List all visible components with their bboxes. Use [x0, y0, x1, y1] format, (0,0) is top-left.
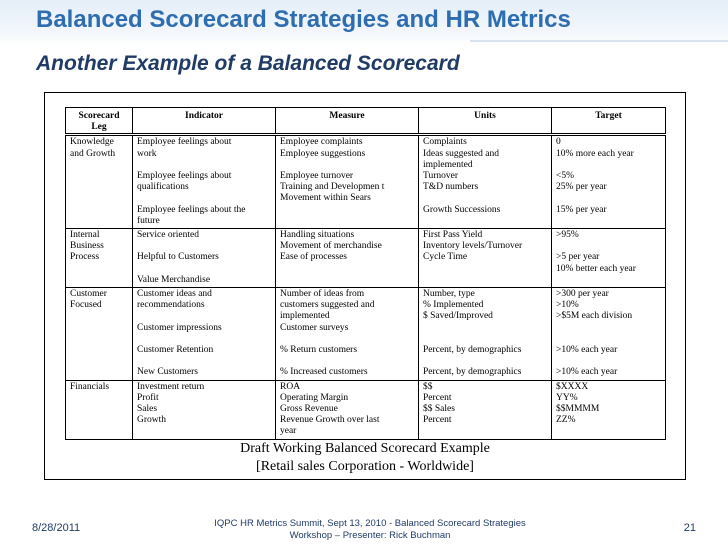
cell-text: Customer [70, 288, 107, 299]
cell-text: work [137, 148, 157, 159]
scorecard-table [65, 107, 666, 440]
footer-event [200, 518, 540, 542]
cell-text [137, 264, 271, 275]
cell-text: Cycle Time [423, 252, 468, 263]
cell-text: Business [70, 241, 104, 252]
cell-text: Ease of processes [280, 252, 348, 263]
cell-text: $$MMMM [556, 403, 600, 414]
decorative-line [470, 40, 728, 42]
table-cell-indicator [133, 287, 276, 380]
cell-text [280, 356, 414, 367]
cell-text [137, 334, 271, 345]
table-cell-target [552, 380, 666, 439]
table-caption-line1: Draft Working Balanced Scorecard Example [240, 441, 490, 456]
cell-text: and Growth [70, 148, 116, 159]
cell-text: >$5M each division [556, 311, 633, 322]
cell-text: 0 [556, 137, 561, 148]
cell-text: Growth [137, 415, 167, 426]
table-cell-measure [276, 229, 419, 288]
cell-text [280, 160, 414, 171]
cell-text: YY% [556, 392, 578, 403]
table-cell-indicator [133, 229, 276, 288]
cell-text [137, 193, 271, 204]
column-header: Units [419, 108, 552, 135]
cell-text: Inventory levels/Turnover [423, 241, 523, 252]
footer-date: 8/28/2011 [32, 522, 81, 534]
table-row [66, 287, 666, 380]
cell-text: >5 per year [556, 252, 600, 263]
column-header: Target [552, 108, 666, 135]
cell-text: $XXXX [556, 381, 589, 392]
cell-text: New Customers [137, 367, 198, 378]
table-cell-leg [66, 135, 133, 229]
cell-text: Internal [70, 230, 100, 240]
cell-text: Employee feelings about [137, 137, 232, 148]
cell-text: <5% [556, 171, 575, 181]
table-cell-measure [276, 135, 419, 229]
cell-text: Percent, by demographics [423, 344, 522, 355]
cell-text: Employee feelings about [137, 171, 232, 181]
table-cell-measure [276, 380, 419, 439]
footer-event-line2: Workshop – Presenter: Rick Buchman [289, 530, 451, 541]
cell-text: Percent [423, 392, 452, 403]
cell-text: First Pass Yield [423, 230, 483, 240]
cell-text: implemented [280, 311, 330, 322]
cell-text: 15% per year [556, 204, 607, 215]
scorecard-image-frame [44, 92, 686, 480]
cell-text [280, 334, 414, 345]
cell-text: >10% each year [556, 344, 618, 355]
cell-text: Percent, by demographics [423, 367, 522, 378]
cell-text: Movement within Sears [280, 193, 371, 204]
table-cell-units [419, 287, 552, 380]
cell-text: recommendations [137, 300, 205, 311]
cell-text: T&D numbers [423, 182, 479, 193]
slide-title: Balanced Scorecard Strategies and HR Metrics [36, 6, 571, 33]
slide-subtitle: Another Example of a Balanced Scorecard [36, 52, 460, 75]
table-cell-units [419, 135, 552, 229]
cell-text: % Increased customers [280, 367, 368, 378]
cell-text: Revenue Growth over last [280, 415, 380, 426]
cell-text: % Implemented [423, 300, 484, 311]
table-cell-units [419, 380, 552, 439]
cell-text: Sales [137, 403, 158, 414]
cell-text: Complaints [423, 137, 467, 148]
cell-text: Process [70, 252, 100, 263]
cell-text: Investment return [137, 381, 205, 392]
table-row [66, 135, 666, 229]
cell-text [423, 193, 547, 204]
cell-text: >10% each year [556, 367, 618, 378]
cell-text [556, 356, 661, 367]
cell-text [423, 334, 547, 345]
cell-text [556, 193, 661, 204]
cell-text [137, 311, 271, 322]
table-cell-leg [66, 380, 133, 439]
cell-text: Movement of merchandise [280, 241, 382, 252]
table-cell-leg [66, 287, 133, 380]
cell-text: Customer surveys [280, 322, 349, 333]
cell-text: Profit [137, 392, 159, 403]
cell-text: Employee feelings about the [137, 204, 246, 215]
cell-text: Employee complaints [280, 137, 363, 148]
cell-text [556, 323, 661, 334]
cell-text: customers suggested and [280, 300, 375, 311]
cell-text: Helpful to Customers [137, 252, 219, 263]
cell-text: Number of ideas from [280, 288, 365, 299]
cell-text: Training and Developmen t [280, 182, 385, 193]
cell-text: Handling situations [280, 230, 355, 240]
column-header: Indicator [133, 108, 276, 135]
cell-text [137, 241, 271, 252]
cell-text: $$ Sales [423, 403, 455, 414]
cell-text: ZZ% [556, 415, 576, 426]
cell-text: Financials [70, 381, 110, 392]
cell-text: Number, type [423, 288, 475, 299]
cell-text: ROA [280, 381, 301, 392]
cell-text: $$ [423, 381, 433, 392]
table-row [66, 380, 666, 439]
cell-text [556, 160, 661, 171]
table-caption-line2: [Retail sales Corporation - Worldwide] [256, 459, 474, 474]
cell-text: Customer impressions [137, 322, 222, 333]
cell-text: Operating Margin [280, 392, 349, 403]
cell-text: 10% better each year [556, 263, 636, 274]
cell-text: qualifications [137, 182, 189, 193]
cell-text: >95% [556, 230, 579, 240]
cell-text: Customer Retention [137, 344, 214, 355]
table-cell-target [552, 135, 666, 229]
cell-text: Turnover [423, 171, 459, 182]
table-header-row [66, 108, 666, 135]
page-number: 21 [683, 522, 696, 534]
table-cell-measure [276, 287, 419, 380]
cell-text: Employee suggestions [280, 148, 366, 159]
cell-text: implemented [423, 159, 473, 170]
cell-text: Service oriented [137, 230, 199, 240]
cell-text: Focused [70, 300, 102, 311]
cell-text: >10% [556, 300, 579, 311]
cell-text: Customer ideas and [137, 288, 212, 299]
table-cell-leg [66, 229, 133, 288]
column-header: Scorecard Leg [66, 108, 133, 135]
cell-text [556, 334, 661, 345]
cell-text: Ideas suggested and [423, 148, 499, 159]
cell-text: 25% per year [556, 182, 607, 193]
cell-text: Employee turnover [280, 171, 354, 181]
cell-text: year [280, 426, 297, 437]
cell-text: Value Merchandise [137, 274, 211, 285]
cell-text [556, 241, 661, 252]
footer-event-line1: IQPC HR Metrics Summit, Sept 13, 2010 - Balanced Scorecard Strategies [214, 518, 526, 529]
cell-text: Growth Successions [423, 204, 501, 215]
cell-text [423, 323, 547, 334]
cell-text [423, 356, 547, 367]
table-cell-target [552, 287, 666, 380]
cell-text [137, 356, 271, 367]
cell-text: $ Saved/Improved [423, 311, 493, 322]
cell-text: Knowledge [70, 137, 114, 148]
table-cell-target [552, 229, 666, 288]
table-cell-units [419, 229, 552, 288]
column-header: Measure [276, 108, 419, 135]
cell-text: Percent [423, 415, 452, 426]
cell-text: future [137, 215, 160, 226]
table-row [66, 229, 666, 288]
cell-text: >300 per year [556, 288, 609, 299]
cell-text: 10% more each year [556, 148, 634, 159]
cell-text [137, 160, 271, 171]
cell-text: Gross Revenue [280, 403, 338, 414]
table-cell-indicator [133, 135, 276, 229]
cell-text: % Return customers [280, 344, 358, 355]
table-cell-indicator [133, 380, 276, 439]
